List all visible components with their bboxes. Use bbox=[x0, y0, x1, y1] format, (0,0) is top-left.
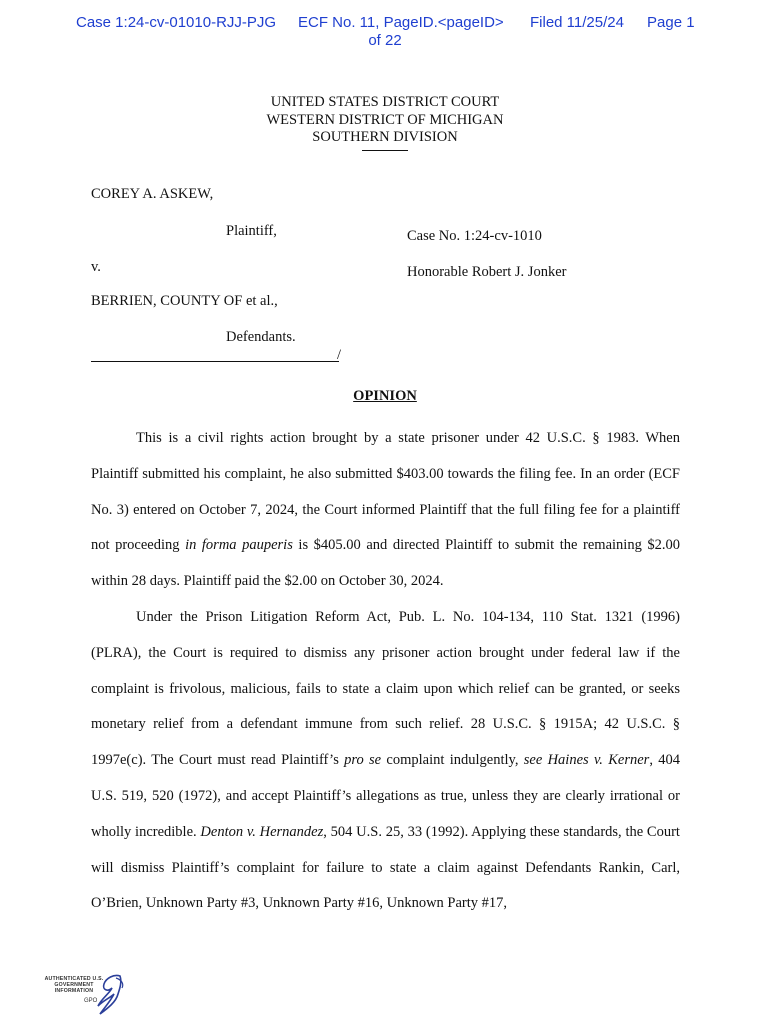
heading-rule bbox=[362, 150, 408, 151]
paragraph-1-text-b: is $405.00 and directed Plaintiff to submit the remaining $2.00 within 28 days. Plaintiff paid the $2.00 on October 30, 2024. bbox=[91, 537, 680, 590]
paragraph-2-italic-3: Denton v. Hernandez bbox=[200, 823, 324, 840]
court-heading bbox=[0, 94, 770, 151]
paragraph-1 bbox=[91, 421, 680, 600]
case-number: Case No. 1:24-cv-1010 bbox=[407, 228, 542, 244]
paragraph-2 bbox=[91, 600, 680, 922]
ecf-page-count: of 22 bbox=[368, 32, 402, 49]
paragraph-2-italic-1: pro se bbox=[344, 752, 382, 769]
eagle-icon bbox=[92, 972, 126, 1016]
judge-name: Honorable Robert J. Jonker bbox=[407, 264, 567, 280]
caption-slash: / bbox=[337, 347, 342, 363]
plaintiff-role: Plaintiff, bbox=[226, 223, 277, 239]
paragraph-2-text-d: , 504 U.S. 25, 33 (1992). Applying these standards, the Court will dismiss Plaintiff’s complaint for failure to state a claim against Defendants Rankin, Carl, O’Brien, Unknown Party #3, Unknown Party #16, Unknown Party #17, bbox=[91, 823, 680, 912]
plaintiff-name: COREY A. ASKEW, bbox=[91, 186, 214, 202]
gpo-logo-mark: GPO bbox=[84, 998, 98, 1004]
paragraph-1-text-a: This is a civil rights action brought by a state prisoner under 42 U.S.C. § 1983. When Plaintiff submitted his complaint, he also submitted $403.00 towards the filing fee. In an order (ECF No. 3) entered on October 7, 2024, the Court informed Plaintiff that the full filing fee for a plaintiff not proceeding bbox=[91, 430, 680, 554]
ecf-filed-date: Filed 11/25/24 bbox=[530, 14, 624, 31]
ecf-case-number: Case 1:24-cv-01010-RJJ-PJG bbox=[76, 14, 277, 31]
paragraph-2-italic-2: see Haines v. Kerner bbox=[523, 752, 650, 769]
gpo-logo-text: AUTHENTICATED U.S. GOVERNMENT INFORMATION bbox=[44, 976, 104, 994]
court-district: WESTERN DISTRICT OF MICHIGAN bbox=[266, 111, 504, 128]
ecf-page-number: Page 1 bbox=[647, 14, 695, 31]
ecf-document-number: ECF No. 11, PageID.<pageID> bbox=[298, 14, 504, 31]
court-name: UNITED STATES DISTRICT COURT bbox=[270, 94, 500, 110]
ecf-header bbox=[0, 14, 770, 50]
paragraph-2-text-a: Under the Prison Litigation Reform Act, Pub. L. No. 104-134, 110 Stat. 1321 (1996) (PLRA), the Court is required to dismiss any prisoner action brought under federal law if the complaint is frivolous, malicious, fails to state a claim upon which relief can be granted, or seeks monetary relief from a defendant immune from such relief. 28 U.S.C. § 1915A; 42 U.S.C. § 1997e(c). The Court must read Plaintiff’s bbox=[91, 608, 680, 769]
caption-rule bbox=[91, 361, 339, 362]
opinion-body bbox=[91, 421, 680, 922]
gpo-authentication-logo bbox=[44, 972, 128, 1016]
court-division: SOUTHERN DIVISION bbox=[312, 129, 458, 145]
ecf-header-row bbox=[0, 14, 770, 32]
versus: v. bbox=[91, 259, 101, 275]
paragraph-2-text-b: complaint indulgently, bbox=[381, 752, 524, 769]
opinion-heading: OPINION bbox=[353, 388, 417, 404]
paragraph-1-italic: in forma pauperis bbox=[185, 537, 293, 554]
paragraph-2-text-c: , 404 U.S. 519, 520 (1972), and accept Plaintiff’s allegations as true, unless they are clearly irrational or wholly incredible. bbox=[91, 752, 680, 840]
defendant-role: Defendants. bbox=[226, 329, 296, 345]
ecf-header-row-2 bbox=[0, 32, 770, 50]
defendant-name: BERRIEN, COUNTY OF et al., bbox=[91, 293, 278, 309]
